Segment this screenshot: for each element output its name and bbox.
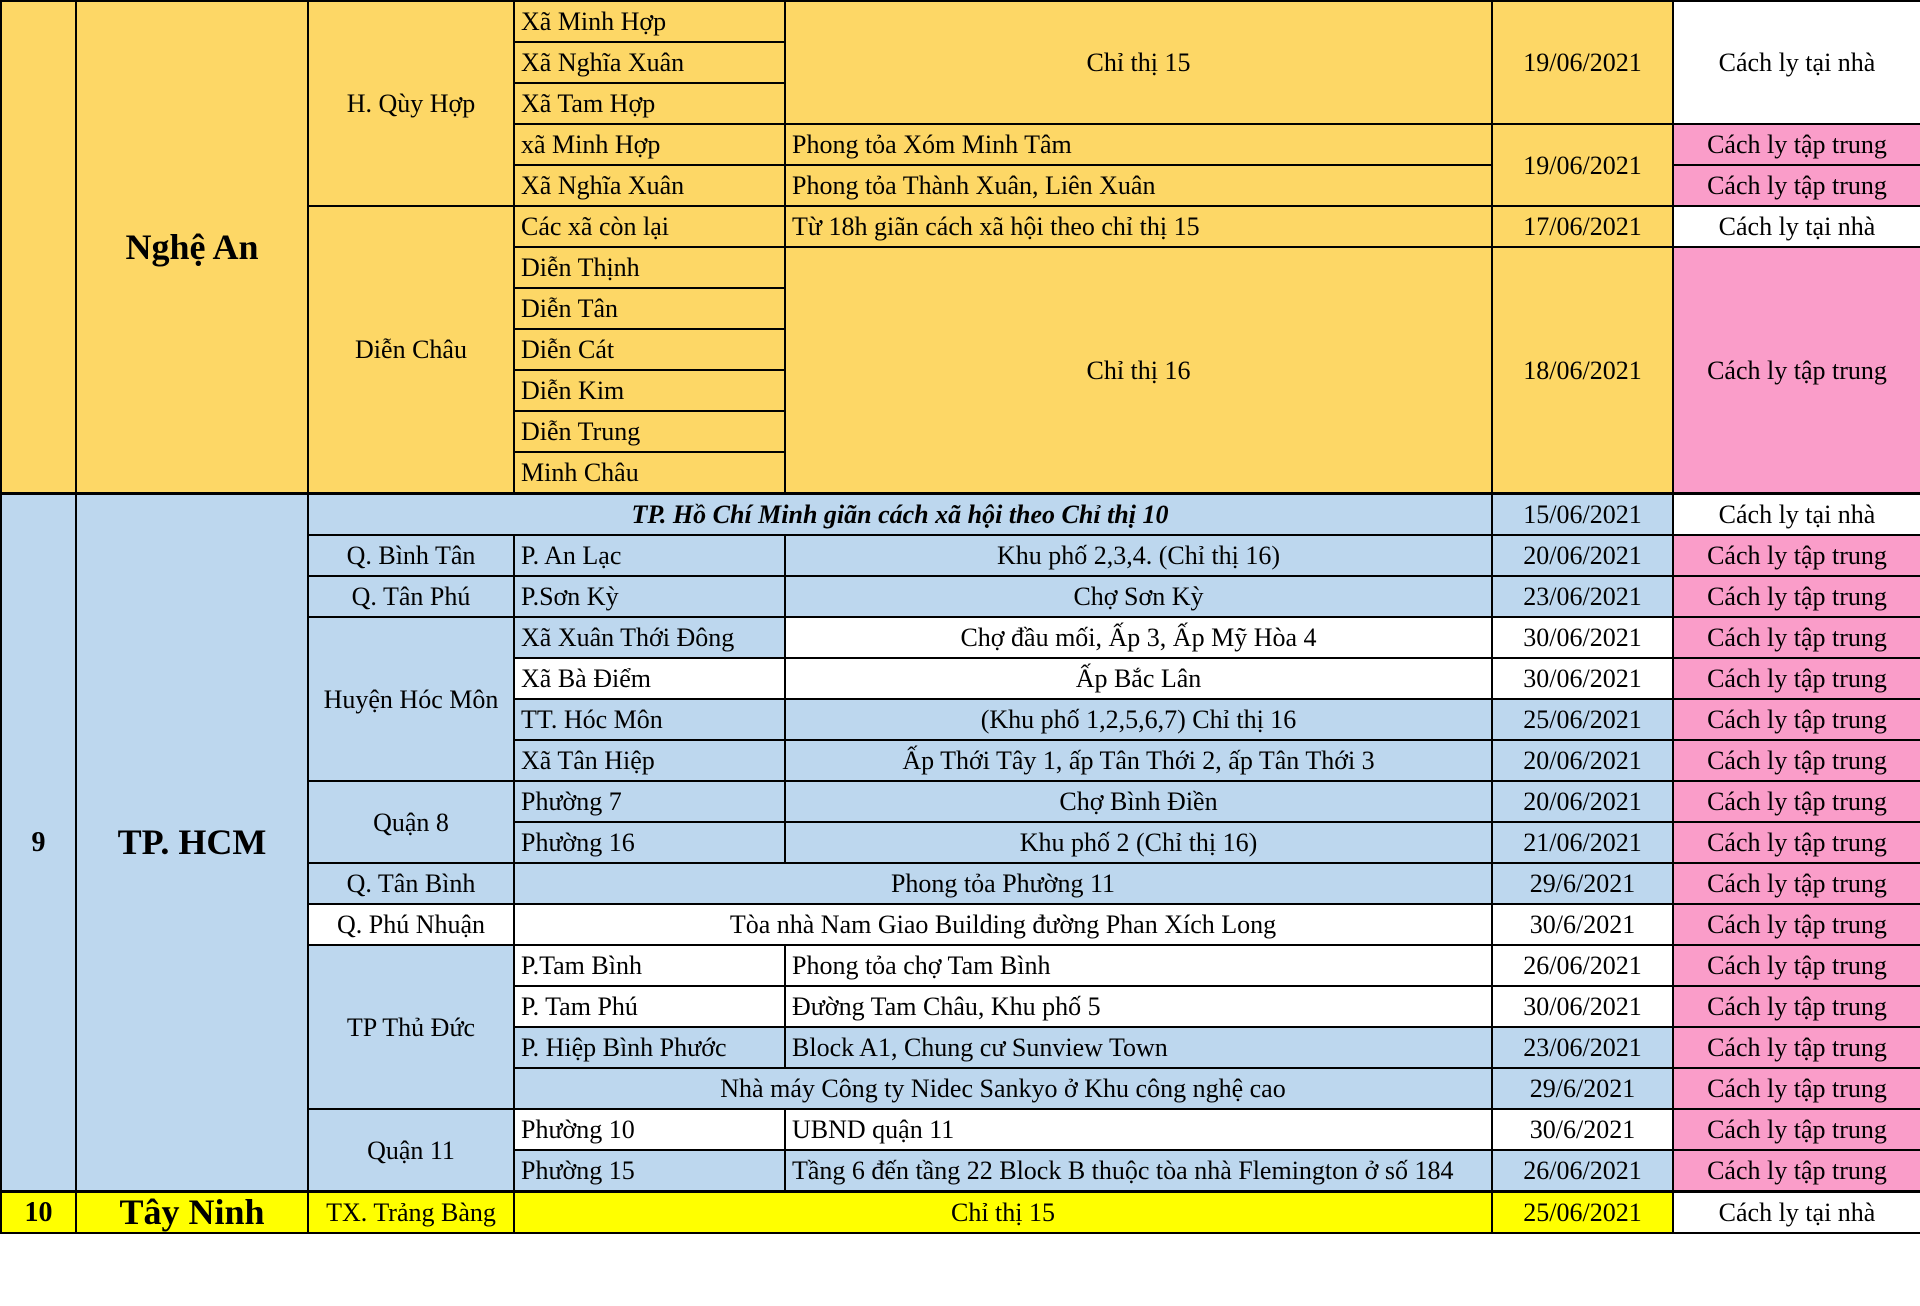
measure-cell: Tầng 6 đến tầng 22 Block B thuộc tòa nhà Flemington ở số 184 [785, 1150, 1492, 1192]
date-cell: 20/06/2021 [1492, 535, 1673, 576]
date-cell: 23/06/2021 [1492, 576, 1673, 617]
measure-cell: Phong tỏa chợ Tam Bình [785, 945, 1492, 986]
district-cell: Q. Tân Phú [308, 576, 514, 617]
measure-cell: Chỉ thị 15 [785, 1, 1492, 124]
commune-cell: Minh Châu [514, 452, 785, 494]
date-cell: 21/06/2021 [1492, 822, 1673, 863]
commune-cell: Các xã còn lại [514, 206, 785, 247]
measure-cell: Phong tỏa Thành Xuân, Liên Xuân [785, 165, 1492, 206]
date-cell: 26/06/2021 [1492, 1150, 1673, 1192]
measure-cell: Ấp Bắc Lân [785, 658, 1492, 699]
district-cell: Q. Phú Nhuận [308, 904, 514, 945]
isolation-cell: Cách ly tại nhà [1673, 1, 1920, 124]
commune-cell: Phường 15 [514, 1150, 785, 1192]
commune-cell: Xã Minh Hợp [514, 1, 785, 42]
province-nghe-an: Nghệ An [76, 1, 308, 494]
district-cell: Q. Tân Bình [308, 863, 514, 904]
stt-10: 10 [1, 1192, 76, 1234]
measure-cell: Chợ đầu mối, Ấp 3, Ấp Mỹ Hòa 4 [785, 617, 1492, 658]
measure-cell: Tòa nhà Nam Giao Building đường Phan Xích Long [514, 904, 1492, 945]
isolation-cell: Cách ly tập trung [1673, 781, 1920, 822]
province-tay-ninh: Tây Ninh [76, 1192, 308, 1234]
isolation-cell: Cách ly tập trung [1673, 124, 1920, 165]
date-cell: 18/06/2021 [1492, 247, 1673, 494]
isolation-cell: Cách ly tập trung [1673, 822, 1920, 863]
district-quy-hop: H. Qùy Hợp [308, 1, 514, 206]
isolation-cell: Cách ly tập trung [1673, 165, 1920, 206]
measure-cell: Đường Tam Châu, Khu phố 5 [785, 986, 1492, 1027]
measure-cell: Khu phố 2 (Chỉ thị 16) [785, 822, 1492, 863]
isolation-cell: Cách ly tập trung [1673, 904, 1920, 945]
commune-cell: P. Hiệp Bình Phước [514, 1027, 785, 1068]
district-cell: Huyện Hóc Môn [308, 617, 514, 781]
date-cell: 26/06/2021 [1492, 945, 1673, 986]
measure-cell: Chợ Sơn Kỳ [785, 576, 1492, 617]
isolation-cell: Cách ly tại nhà [1673, 494, 1920, 536]
commune-cell: Xã Nghĩa Xuân [514, 42, 785, 83]
commune-cell: P.Sơn Kỳ [514, 576, 785, 617]
date-cell: 19/06/2021 [1492, 124, 1673, 206]
isolation-cell: Cách ly tập trung [1673, 535, 1920, 576]
commune-cell: Xã Xuân Thới Đông [514, 617, 785, 658]
commune-cell: P. Tam Phú [514, 986, 785, 1027]
commune-cell: Diễn Trung [514, 411, 785, 452]
date-cell: 29/6/2021 [1492, 863, 1673, 904]
isolation-cell: Cách ly tại nhà [1673, 206, 1920, 247]
isolation-cell: Cách ly tập trung [1673, 945, 1920, 986]
table-row [1, 1, 1920, 42]
commune-cell: Xã Nghĩa Xuân [514, 165, 785, 206]
isolation-cell: Cách ly tập trung [1673, 699, 1920, 740]
commune-cell: Diễn Tân [514, 288, 785, 329]
date-cell: 30/6/2021 [1492, 1109, 1673, 1150]
measure-cell: Phong tỏa Phường 11 [514, 863, 1492, 904]
measure-cell: UBND quận 11 [785, 1109, 1492, 1150]
district-cell: TP Thủ Đức [308, 945, 514, 1109]
commune-cell: Diễn Kim [514, 370, 785, 411]
isolation-cell: Cách ly tập trung [1673, 1150, 1920, 1192]
commune-cell: P.Tam Bình [514, 945, 785, 986]
commune-cell: TT. Hóc Môn [514, 699, 785, 740]
date-cell: 25/06/2021 [1492, 699, 1673, 740]
date-cell: 30/06/2021 [1492, 986, 1673, 1027]
hcm-header: TP. Hồ Chí Minh giãn cách xã hội theo Chỉ thị 10 [308, 494, 1492, 536]
measure-cell: Chỉ thị 16 [785, 247, 1492, 494]
isolation-cell: Cách ly tập trung [1673, 740, 1920, 781]
date-cell: 17/06/2021 [1492, 206, 1673, 247]
district-cell: TX. Trảng Bàng [308, 1192, 514, 1234]
date-cell: 15/06/2021 [1492, 494, 1673, 536]
date-cell: 19/06/2021 [1492, 1, 1673, 124]
date-cell: 30/6/2021 [1492, 904, 1673, 945]
measure-cell: Phong tỏa Xóm Minh Tâm [785, 124, 1492, 165]
isolation-cell: Cách ly tập trung [1673, 1027, 1920, 1068]
measure-cell: Chợ Bình Điền [785, 781, 1492, 822]
district-cell: Quận 8 [308, 781, 514, 863]
date-cell: 29/6/2021 [1492, 1068, 1673, 1109]
isolation-cell: Cách ly tập trung [1673, 1109, 1920, 1150]
isolation-cell: Cách ly tại nhà [1673, 1192, 1920, 1234]
date-cell: 20/06/2021 [1492, 781, 1673, 822]
date-cell: 25/06/2021 [1492, 1192, 1673, 1234]
commune-cell: P. An Lạc [514, 535, 785, 576]
table-row [1, 1192, 1920, 1234]
isolation-cell: Cách ly tập trung [1673, 247, 1920, 494]
isolation-cell: Cách ly tập trung [1673, 576, 1920, 617]
measure-cell: Block A1, Chung cư Sunview Town [785, 1027, 1492, 1068]
measure-cell: Nhà máy Công ty Nidec Sankyo ở Khu công nghệ cao [514, 1068, 1492, 1109]
province-hcm: TP. HCM [76, 494, 308, 1192]
commune-cell: Phường 10 [514, 1109, 785, 1150]
district-cell: Q. Bình Tân [308, 535, 514, 576]
commune-cell: Diễn Thịnh [514, 247, 785, 288]
date-cell: 20/06/2021 [1492, 740, 1673, 781]
commune-cell: Xã Tân Hiệp [514, 740, 785, 781]
district-dien-chau: Diễn Châu [308, 206, 514, 494]
measure-cell: (Khu phố 1,2,5,6,7) Chỉ thị 16 [785, 699, 1492, 740]
date-cell: 30/06/2021 [1492, 617, 1673, 658]
table-row [1, 494, 1920, 536]
commune-cell: Xã Tam Hợp [514, 83, 785, 124]
stt-cell [1, 1, 76, 494]
isolation-cell: Cách ly tập trung [1673, 617, 1920, 658]
isolation-cell: Cách ly tập trung [1673, 863, 1920, 904]
commune-cell: Xã Bà Điểm [514, 658, 785, 699]
measure-cell: Từ 18h giãn cách xã hội theo chỉ thị 15 [785, 206, 1492, 247]
isolation-cell: Cách ly tập trung [1673, 1068, 1920, 1109]
commune-cell: Phường 16 [514, 822, 785, 863]
measure-cell: Khu phố 2,3,4. (Chỉ thị 16) [785, 535, 1492, 576]
date-cell: 23/06/2021 [1492, 1027, 1673, 1068]
district-cell: Quận 11 [308, 1109, 514, 1192]
measure-cell: Ấp Thới Tây 1, ấp Tân Thới 2, ấp Tân Thới 3 [785, 740, 1492, 781]
date-cell: 30/06/2021 [1492, 658, 1673, 699]
stt-9: 9 [1, 494, 76, 1192]
isolation-cell: Cách ly tập trung [1673, 986, 1920, 1027]
commune-cell: Phường 7 [514, 781, 785, 822]
measure-cell: Chỉ thị 15 [514, 1192, 1492, 1234]
commune-cell: xã Minh Hợp [514, 124, 785, 165]
commune-cell: Diễn Cát [514, 329, 785, 370]
isolation-cell: Cách ly tập trung [1673, 658, 1920, 699]
